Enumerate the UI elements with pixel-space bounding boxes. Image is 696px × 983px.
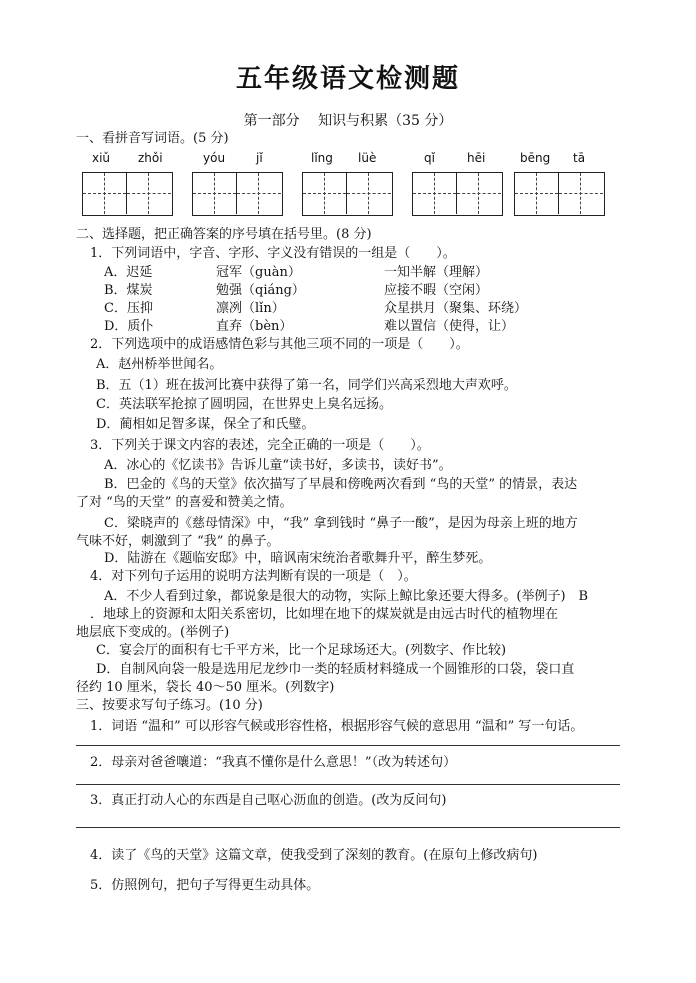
question-stem: 3．下列关于课文内容的表述，完全正确的一项是（ ）。 — [90, 438, 430, 453]
writing-box[interactable] — [514, 172, 605, 216]
question-stem: 3．真正打动人心的东西是自己呕心沥血的创造。(改为反问句) — [90, 793, 447, 808]
option-c-cont: 气味不好，刺激到了 “我” 的鼻子。 — [76, 534, 280, 549]
pinyin-label: zhǒi — [138, 151, 163, 165]
writing-box[interactable] — [412, 172, 503, 216]
option-d: D．蔺相如足智多谋，保全了和氏璧。 — [96, 417, 315, 432]
option-b-cont: 了对 “鸟的天堂” 的喜爱和赞美之情。 — [76, 495, 293, 510]
page-title: 五年级语文检测题 — [235, 64, 460, 94]
pinyin-label: jǐ — [256, 151, 263, 165]
option-d-word: 直弃（bèn） — [216, 319, 293, 334]
option-c: C．英法联军抢掠了圆明园，在世界史上臭名远扬。 — [96, 397, 392, 412]
section2-heading: 二、选择题，把正确答案的序号填在括号里。(8 分) — [76, 227, 372, 242]
writing-box[interactable] — [82, 172, 173, 216]
option-a-idiom: 一知半解（理解） — [384, 265, 489, 280]
option-b: B．煤炭 — [104, 283, 153, 298]
option-d: D．质仆 — [104, 319, 154, 334]
pinyin-label: tā — [573, 151, 586, 165]
question-stem: 5．仿照例句，把句子写得更生动具体。 — [90, 878, 320, 893]
pinyin-label: lüè — [358, 151, 377, 165]
pinyin-label: lǐng — [311, 151, 333, 165]
question-stem: 1．下列词语中，字音、字形、字义没有错误的一组是（ ）。 — [90, 246, 456, 261]
option-a: A．赵州桥举世闻名。 — [96, 357, 223, 372]
option-d-cont: 径约 10 厘米，袋长 40～50 厘米。(列数字) — [76, 680, 335, 695]
section1-heading: 一、看拼音写词语。(5 分) — [76, 131, 229, 146]
pinyin-label: bēng — [520, 151, 551, 165]
question-stem: 2．下列选项中的成语感情色彩与其他三项不同的一项是（ ）。 — [90, 337, 469, 352]
pinyin-label: yóu — [203, 151, 226, 165]
option-b-cont: 地层底下变成的。(举例子) — [76, 625, 230, 640]
option-d-idiom: 难以置信（使得，让） — [384, 319, 515, 334]
answer-line[interactable] — [76, 827, 620, 828]
option-d: D．陆游在《题临安邸》中，暗讽南宋统治者歌舞升平，醉生梦死。 — [104, 551, 492, 566]
option-a: A．冰心的《忆读书》告诉儿童“读书好，多读书，读好书”。 — [104, 458, 452, 473]
pinyin-label: hēi — [467, 151, 486, 165]
writing-box[interactable] — [302, 172, 393, 216]
pinyin-label: xiǔ — [92, 151, 111, 165]
writing-box[interactable] — [192, 172, 283, 216]
option-d: D．自制风向袋一般是选用尼龙纱巾一类的轻质材料缝成一个圆锥形的口袋，袋口直 — [96, 662, 575, 677]
option-b-word: 勉强（qiáng） — [216, 283, 305, 298]
part-heading: 第一部分 知识与积累（35 分） — [243, 113, 453, 129]
answer-line[interactable] — [76, 784, 620, 785]
option-c: C．梁晓声的《慈母情深》中，“我” 拿到钱时 “鼻子一酸”，是因为母亲上班的地方 — [104, 516, 578, 531]
question-stem: 1．词语 “温和” 可以形容气候或形容性格，根据形容气候的意思用 “温和” 写一句话。 — [90, 719, 584, 734]
option-c-idiom: 众星拱月（聚集、环绕） — [384, 301, 528, 316]
option-b: B．巴金的《鸟的天堂》依次描写了早晨和傍晚两次看到 “鸟的天堂” 的情景，表达 — [104, 477, 578, 492]
section3-heading: 三、按要求写句子练习。(10 分) — [76, 698, 263, 713]
option-a-word: 冠军（guàn） — [216, 265, 301, 280]
option-b-idiom: 应接不暇（空闲） — [384, 283, 489, 298]
pinyin-label: qǐ — [424, 151, 435, 165]
option-c: C．宴会厅的面积有七千平方米，比一个足球场还大。(列数字、作比较) — [96, 643, 507, 658]
option-a: A．不少人看到过象，都说象是很大的动物，实际上鲸比象还要大得多。(举例子) B — [104, 589, 589, 604]
option-a: A．迟延 — [104, 265, 153, 280]
option-b: B．五（1）班在拔河比赛中获得了第一名，同学们兴高采烈地大声欢呼。 — [96, 378, 517, 393]
option-b: ．地球上的资源和太阳关系密切，比如埋在地下的煤炭就是由远古时代的植物埋在 — [90, 607, 559, 622]
option-c-word: 凛冽（lǐn） — [216, 301, 285, 316]
question-stem: 4．读了《鸟的天堂》这篇文章，使我受到了深刻的教育。(在原句上修改病句) — [90, 848, 538, 863]
question-stem: 2．母亲对爸爸嚷道：“我真不懂你是什么意思！”（改为转述句） — [90, 755, 457, 770]
option-c: C．压抑 — [104, 301, 153, 316]
question-stem: 4．对下列句子运用的说明方法判断有误的一项是（ ）。 — [90, 569, 417, 584]
answer-line[interactable] — [76, 745, 620, 746]
